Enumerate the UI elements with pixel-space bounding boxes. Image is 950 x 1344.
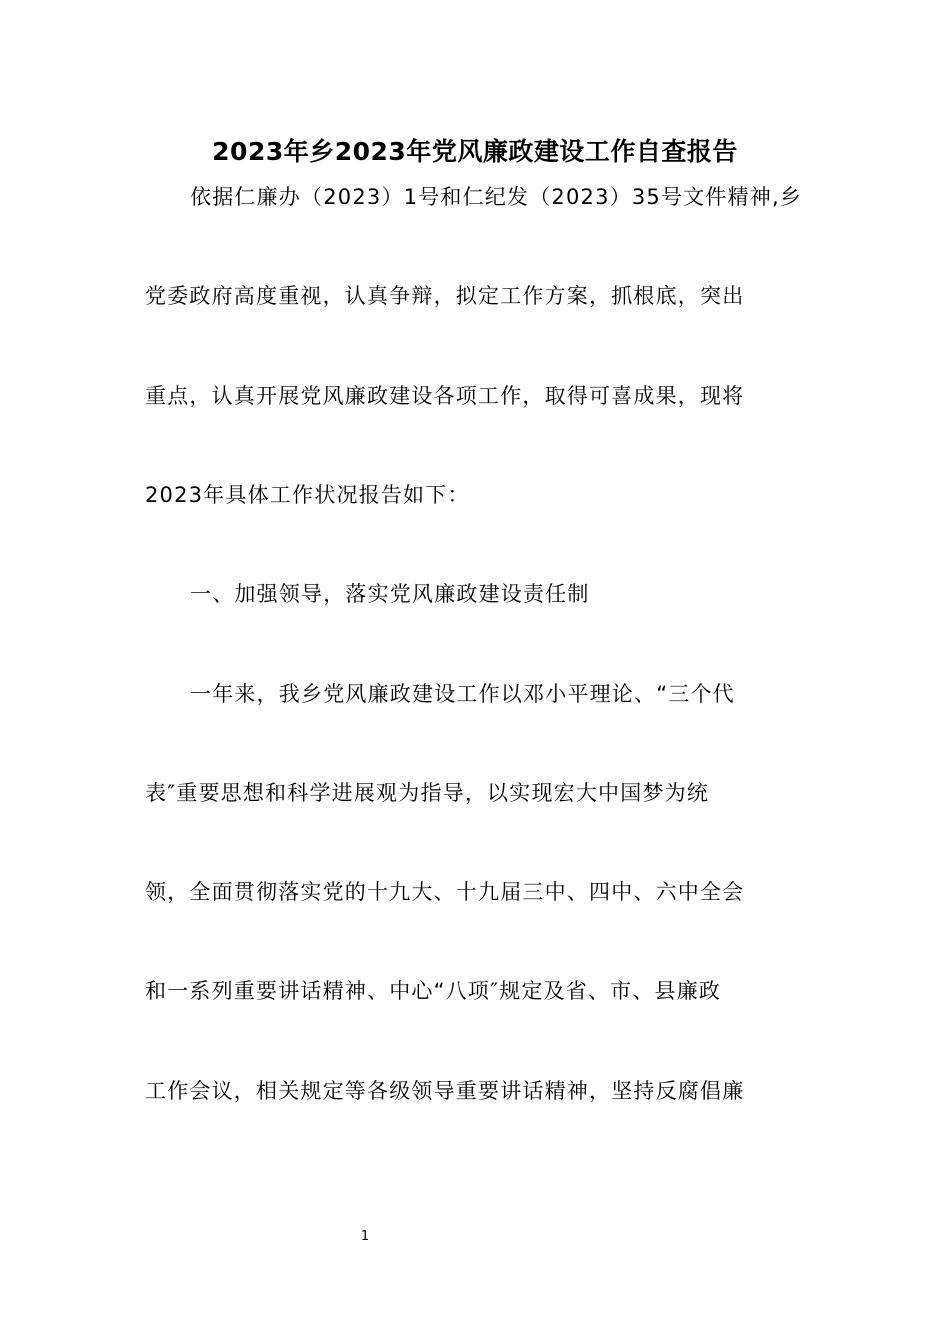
page-number: 1: [360, 1229, 370, 1244]
paragraph-line: 一年来，我乡党风廉政建设工作以邓小平理论、“三个代: [190, 682, 735, 706]
paragraph-line: 党委政府高度重视，认真争辩，拟定工作方案，抓根底，突出: [145, 284, 745, 308]
paragraph-line: 工作会议，相关规定等各级领导重要讲话精神，坚持反腐倡廉: [145, 1079, 745, 1103]
paragraph-line: 依据仁廉办（2023）1号和仁纪发（2023）35号文件精神,乡: [190, 185, 803, 209]
paragraph-line: 2023年具体工作状况报告如下：: [145, 483, 470, 507]
paragraph-line: 领，全面贯彻落实党的十九大、十九届三中、四中、六中全会: [145, 880, 745, 904]
paragraph-line: 表″重要思想和科学进展观为指导，以实现宏大中国梦为统: [145, 781, 710, 805]
document-title: 2023年乡2023年党风廉政建设工作自查报告: [212, 137, 738, 166]
paragraph-line: 重点，认真开展党风廉政建设各项工作，取得可喜成果，现将: [145, 384, 745, 408]
paragraph-line: 和一系列重要讲话精神、中心“八项″规定及省、市、县廉政: [145, 979, 722, 1003]
section-heading: 一、加强领导，落实党风廉政建设责任制: [190, 582, 590, 606]
